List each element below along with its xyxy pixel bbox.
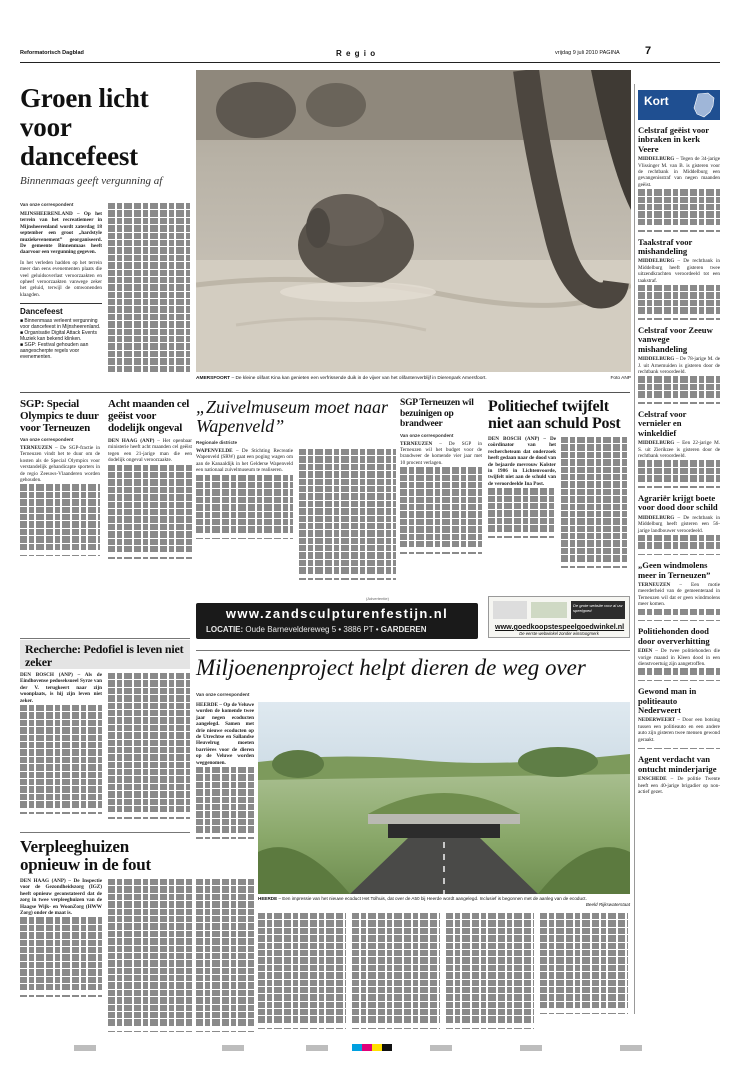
factbox-item: ■ SGP: Festival gehouden aan aangescherpte regels voor evenementen. bbox=[20, 342, 89, 361]
color-bar bbox=[352, 1044, 392, 1051]
miljoen-caption: HEERDE – Een impressie van het nieuwe ecoduct Het Tolhuis, dat over de A50 bij Heerde wordt aangelegd. Inclusief is begonnen met de aanleg van de ecoduct. Beeld Rijkswaterstaat bbox=[258, 896, 630, 907]
print-mark bbox=[430, 1045, 452, 1051]
article-title: Acht maanden cel geëist voor dodelijk ongeval bbox=[108, 398, 190, 434]
kort-item: Agent verdacht van ontucht minderjarige ENSCHEDE – De politie Twente heeft een 40-jarige brigadier op non-actief gezet. bbox=[638, 754, 721, 796]
kort-divider bbox=[634, 84, 635, 1014]
kort-item: Celstraf geëist voor inbraken in kerk Veere MIDDELBURG – Tegen de 34-jarige Vlissinger M. van B. is gisteren voor de rechtbank in Middelburg een gevangenisstraf van negen maanden geëist. bbox=[638, 126, 720, 232]
ad-logo bbox=[493, 601, 527, 619]
article-acht-maanden: Acht maanden cel geëist voor dodelijk ongeval DEN HAAG (ANP) – Het openbaar ministerie heeft acht maanden cel geëist tegen een 21-jarige man die een dodelijk ongeval veroorzaakte. bbox=[108, 398, 192, 559]
page-number: 7 bbox=[645, 45, 652, 57]
ecoduct-illustration bbox=[258, 702, 630, 894]
miljoen-rule bbox=[196, 650, 630, 651]
kort-list bbox=[638, 126, 720, 801]
verpleeg-col1: DEN HAAG (ANP) – De Inspectie voor de Gezondheidszorg (IGZ) heeft opnieuw geconstateerd dat de zorg in twee verpleeghuizen van de Haagse Wijk- en WoonZorg (HWW Zorg) onder de maat is. bbox=[20, 878, 102, 997]
zand-url[interactable]: www.zandsculpturenfestijn.nl bbox=[225, 606, 449, 621]
kort-item: Politiehonden dood door oververhitting EDEN – De twee politiehonden die vorige maand in Kleen dood in een dienstvoertuig zijn aangetroffen. bbox=[638, 627, 720, 681]
lead-intro: MIJNSHEERENLAND – Op het terrein van het recreatiemeer in Mijnsheerenland wordt zaterdag 18 september een groot „hardstyle muziekevenement” georganiseerd. De gemeente Binnenmaas heeft daarvoor een vergunning gegeven. bbox=[20, 211, 102, 256]
article-title: SGP Terneuzen wil bezuinigen op brandweer bbox=[400, 398, 474, 429]
pedofiel-headline-box bbox=[20, 640, 190, 669]
elephant-photo bbox=[196, 70, 631, 372]
kort-item: „Geen windmolens meer in Terneuzen” TERNEUZEN – Een motie meerderheid van de gemeenteraad in Terneuzen wil dat er geen windmolens meer komen. bbox=[638, 561, 720, 621]
miljoen-byline: Van onze correspondent bbox=[196, 692, 250, 697]
print-mark bbox=[306, 1045, 328, 1051]
netherlands-map-icon bbox=[692, 92, 716, 118]
lead-col2 bbox=[108, 202, 190, 372]
print-mark bbox=[74, 1045, 96, 1051]
print-mark bbox=[620, 1045, 642, 1051]
speelgoed-url[interactable]: www.goedkoopstespeelgoedwinkel.nl bbox=[495, 622, 625, 631]
speelgoed-ad[interactable] bbox=[488, 596, 630, 638]
lead-byline: Van onze correspondent bbox=[20, 202, 74, 207]
paper-name: Reformatorisch Dagblad bbox=[20, 50, 84, 56]
kort-item: Celstraf voor vernieler en winkeldief MIDDELBURG – Een 22-jarige M. S. uit Zierikzee is gisteren door de rechtbank veroordeeld. bbox=[638, 410, 720, 488]
article-title: SGP: Special Olympics te duur voor Terneuzen bbox=[20, 398, 99, 434]
lead-subtitle: Binnenmaas geeft vergunning af bbox=[20, 175, 163, 187]
zandsculptuur-ad[interactable] bbox=[196, 603, 478, 639]
article-zuivelmuseum: „Zuivelmuseum moet naar Wapenveld” Regionale districte WAPENVELDE – De Stichting Recreatie Wapenveld (SRW) gaat een poging wagen om aan de Kanaaldijk in het Gelderse Wapenveld een nationaal zuivelmuseum te realiseren. bbox=[196, 398, 396, 580]
lead-p2: In het verleden hadden op het terrein meer dan eens evenementen plaats die veel geluidsoverlast veroorzaakten en opheef veroorzaakten vanwege zeker het geluid, terwijl de omwonenden klaagden. bbox=[20, 259, 102, 298]
kort-item: Celstraf voor Zeeuw vanwege mishandeling MIDDELBURG – De 78-jarige M. de J. uit Arnemuiden is gisteren door de rechtbank veroordeeld. bbox=[638, 326, 720, 404]
pedofiel-col2 bbox=[108, 672, 190, 819]
article-title: Recherche: Pedofiel is leven niet zeker bbox=[25, 642, 184, 669]
verpleeg-col2 bbox=[108, 878, 192, 1032]
section-title: R e g i o bbox=[336, 49, 377, 58]
speelgoed-subline: De eerste webwinkel zonder winstoogmerk bbox=[519, 631, 599, 636]
kort-label: Kort bbox=[644, 94, 669, 108]
row2-rule bbox=[20, 392, 630, 393]
kort-item: Agrariër krijgt boete voor dood door schild MIDDELBURG – De rechtbank in Middelburg heeft gisteren een 56-jarige landbouwer veroordeeld. bbox=[638, 494, 720, 555]
ecoduct-impression-image bbox=[258, 702, 630, 894]
elephant-illustration bbox=[196, 70, 631, 372]
photo-caption: AMERSFOORT – De kleine olifant Kina kan genieten een verfrissende duik in de vijver van het olifantenverblijf in Dierenpark Amersfoort. Foto ANP bbox=[196, 376, 631, 381]
kort-item: Gewond man in politieauto Nederweert NEDERWEERT – Door een botsing tussen een politieauto en een andere auto zijn gisteren twee mensen gewond geraakt. bbox=[638, 687, 720, 749]
article-title: Politiechef twijfelt niet aan schuld Post bbox=[488, 398, 621, 432]
verpleeg-rule bbox=[20, 832, 190, 833]
print-mark bbox=[222, 1045, 244, 1051]
factbox-title: Dancefeest bbox=[20, 307, 63, 317]
lead-col1 bbox=[20, 202, 102, 360]
page-date: vrijdag 9 juli 2010 PAGINA bbox=[555, 50, 620, 56]
factbox-item: ■ Organisatie Digital Attack Events Muziek kan bekend klinken. bbox=[20, 330, 97, 343]
ad-label: (Advertentie) bbox=[366, 596, 389, 601]
miljoen-columns bbox=[258, 912, 630, 1029]
ad-slogan: De grote website voor al uw speelgoed bbox=[571, 601, 625, 619]
lead-article bbox=[20, 84, 195, 187]
miljoen-col1: HEERDE – Op de Veluwe worden de komende twee jaar negen ecoducten aangelegd. Samen met drie nieuwe ecoducten op de Utrechtse en Sallandse Heuvelrug moeten barrières voor de dieren op de Veluwe worden weggenomen. bbox=[196, 702, 254, 839]
article-sgp-brandweer: SGP Terneuzen wil bezuinigen op brandweer Van onze correspondent TERNEUZEN – De SGP in Terneuzen wil het budget voor de brandweer de komende vier jaar met 10 procent verlagen. bbox=[400, 398, 482, 554]
verpleeg-col3 bbox=[196, 878, 254, 1032]
article-politiechef: Politiechef twijfelt niet aan schuld Post DEN BOSCH (ANP) – De coördinator van het rechercheteam dat onderzoek heeft gedaan naar de dood van de bejaarde mevrouw Kolster in 1986 in Lichtenvoorde, twijfelt niet aan de schuld van de veroordeelde Ina Post. bbox=[488, 398, 630, 568]
lead-title: Groen licht voor dancefeest bbox=[20, 83, 149, 171]
zand-address: LOCATIE: Oude Barneveldereweg 5 • 3886 PT • GARDEREN bbox=[206, 625, 427, 634]
miljoen-title: Miljoenenproject helpt dieren de weg over bbox=[196, 655, 586, 680]
factbox-item: ■ Binnenmaas verleent vergunning voor dancefeest in Mijnsheerenland. bbox=[20, 318, 101, 331]
print-mark bbox=[520, 1045, 542, 1051]
kort-item: Taakstraf voor mishandeling MIDDELBURG – De rechtbank in Middelburg heeft gisteren twee uitzendkrachten veroordeeld tot een taakstraf. bbox=[638, 238, 720, 320]
article-title: „Zuivelmuseum moet naar Wapenveld” bbox=[196, 397, 388, 436]
pedofiel-rule bbox=[20, 638, 190, 639]
verpleeg-title: Verpleeghuizen opnieuw in de fout bbox=[20, 837, 152, 874]
lead-factbox bbox=[20, 303, 102, 360]
kort-header bbox=[638, 90, 720, 120]
article-sgp-olympics: SGP: Special Olympics te duur voor Terneuzen Van onze correspondent TERNEUZEN – De SGP-fractie in Terneuzen vindt het te duur om de kosten als de Special Olympics voor verstandelijk gehandicapte sporters in de regio Zeeuws-Vlaanderen worden gehouden. bbox=[20, 398, 100, 556]
pedofiel-col1: DEN BOSCH (ANP) – Als de Eindhovense pedoseksueel Syrze van der V. terugkeert naar zijn woonplaats, is hij zijn leven niet zeker. bbox=[20, 672, 102, 814]
header-rule bbox=[20, 62, 720, 63]
ad-product-image bbox=[531, 602, 567, 618]
